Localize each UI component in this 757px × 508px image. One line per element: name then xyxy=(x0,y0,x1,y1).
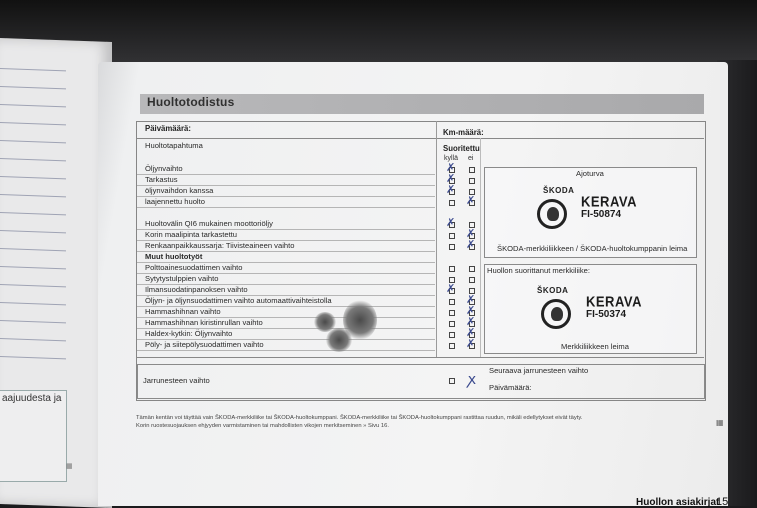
footnote-2: Korin ruostesuojauksen ehjyyden varmistaminen tai mahdollisten vikojen merkitseminen » Sivu 16. xyxy=(136,423,389,429)
row-no-checkbox[interactable] xyxy=(469,266,475,272)
row-check-mark: ✗ xyxy=(446,282,456,295)
brake-yes-checkbox[interactable] xyxy=(449,378,455,384)
row-check-mark: ✗ xyxy=(466,315,476,328)
service-row-label: Hammashihnan kiristinrullan vaihto xyxy=(145,318,263,327)
row-check-mark: ✗ xyxy=(446,172,456,185)
brake-label: Jarrunesteen vaihto xyxy=(143,376,210,385)
row-no-checkbox[interactable] xyxy=(469,277,475,283)
row-yes-checkbox[interactable] xyxy=(449,343,455,349)
row-check-mark: ✗ xyxy=(466,293,476,306)
row-check-mark: ✗ xyxy=(446,183,456,196)
service-row-label: Sytytystulppien vaihto xyxy=(145,274,219,283)
dealer-stamp-code: FI-50374 xyxy=(586,309,627,320)
skoda-logo-icon xyxy=(537,199,567,229)
brake-box xyxy=(137,364,705,399)
brake-date-label: Päivämäärä: xyxy=(489,383,532,392)
row-yes-checkbox[interactable] xyxy=(449,244,455,250)
row-check-mark: ✗ xyxy=(466,337,476,350)
service-row-label: Renkaanpaikkaussarja: Tiivisteaineen vaihto xyxy=(145,241,295,250)
dealer-box-caption: Merkkiliikkeen leima xyxy=(561,342,629,351)
brake-divider xyxy=(136,357,704,358)
service-row-label: Korin maalipinta tarkastettu xyxy=(145,230,238,239)
date-label: Päivämäärä: xyxy=(145,124,191,133)
driver-box-title: Ajoturva xyxy=(576,169,604,178)
footer-section: Huollon asiakirjat xyxy=(636,497,720,508)
row-no-checkbox[interactable] xyxy=(469,167,475,173)
row-yes-checkbox[interactable] xyxy=(449,332,455,338)
page-corner-mark: ▦ xyxy=(716,418,724,427)
service-row-label: Hammashihnan vaihto xyxy=(145,307,221,316)
service-row-label: Haldex-kytkin: Öljynvaihto xyxy=(145,329,233,338)
dealer-stamp-brand: ŠKODA xyxy=(537,286,569,295)
service-row-label: Tarkastus xyxy=(145,175,178,184)
service-row-label: Polttoainesuodattimen vaihto xyxy=(145,263,243,272)
row-divider xyxy=(137,207,435,208)
row-divider xyxy=(137,174,435,175)
yes-header: kyllä xyxy=(444,155,459,162)
row-yes-checkbox[interactable] xyxy=(449,233,455,239)
driver-stamp-brand: ŠKODA xyxy=(543,186,575,195)
performed-header: Suoritettu xyxy=(443,144,480,153)
skoda-logo-icon xyxy=(541,299,571,329)
row-check-mark: ✗ xyxy=(466,238,476,251)
service-row-label: Öljyn- ja öljynsuodattimen vaihto automaattivaihteistolla xyxy=(145,296,332,305)
row-check-mark: ✗ xyxy=(466,194,476,207)
driver-box-caption: ŠKODA-merkkiliikkeen / ŠKODA-huoltokumppanin leima xyxy=(497,244,688,253)
service-row-label: Pöly- ja siitepölysuodattimen vaihto xyxy=(145,340,264,349)
row-divider xyxy=(137,350,435,351)
row-check-mark: ✗ xyxy=(466,227,476,240)
service-row-label: Ilmansuodatinpanoksen vaihto xyxy=(145,285,248,294)
dealer-stamp-city: KERAVA xyxy=(586,293,642,310)
service-row-label: Öljynvaihto xyxy=(145,164,183,173)
row-yes-checkbox[interactable] xyxy=(449,299,455,305)
row-yes-checkbox[interactable] xyxy=(449,321,455,327)
column-divider xyxy=(436,121,437,357)
left-page-text: aajuudesta ja xyxy=(2,393,62,404)
page-title: Huoltotodistus xyxy=(147,95,235,109)
row-check-mark: ✗ xyxy=(446,161,456,174)
service-row-label: öljynvaihdon kanssa xyxy=(145,186,214,195)
footnote-1: Tämän kentän voi täyttää vain ŠKODA-merkkiliike tai ŠKODA-huoltokumppani. ŠKODA-merkkiliike tai ŠKODA-huoltokumppani rastittaa ruudun, mikäli edellytykset eivät täyty. xyxy=(136,415,583,421)
header-divider xyxy=(136,138,704,139)
left-page-mark: ▦ xyxy=(66,463,73,470)
service-row-label: Huoltovälin QI6 mukainen moottoriöljy xyxy=(145,219,273,228)
no-header: ei xyxy=(468,155,474,162)
driver-stamp-city: KERAVA xyxy=(581,193,637,210)
brake-next-label: Seuraava jarrunesteen vaihto xyxy=(489,366,589,375)
row-no-checkbox[interactable] xyxy=(469,178,475,184)
service-row-label: laajennettu huolto xyxy=(145,197,205,206)
row-check-mark: ✗ xyxy=(466,326,476,339)
service-event-header: Huoltotapahtuma xyxy=(145,141,203,150)
page-number: 15 xyxy=(716,496,729,508)
row-check-mark: ✗ xyxy=(466,304,476,317)
ink-smudge xyxy=(326,328,352,352)
checkbox-column-divider xyxy=(480,138,481,357)
service-form xyxy=(136,121,706,401)
km-label: Km-määrä: xyxy=(443,128,484,137)
brake-no-mark: ꭗ xyxy=(468,370,476,388)
row-check-mark: ✗ xyxy=(446,216,456,229)
row-yes-checkbox[interactable] xyxy=(449,200,455,206)
driver-stamp-code: FI-50874 xyxy=(581,209,622,220)
row-yes-checkbox[interactable] xyxy=(449,266,455,272)
service-row-label: Muut huoltotyöt xyxy=(145,252,203,261)
dealer-box-title: Huollon suorittanut merkkiliike: xyxy=(487,266,590,275)
row-yes-checkbox[interactable] xyxy=(449,310,455,316)
